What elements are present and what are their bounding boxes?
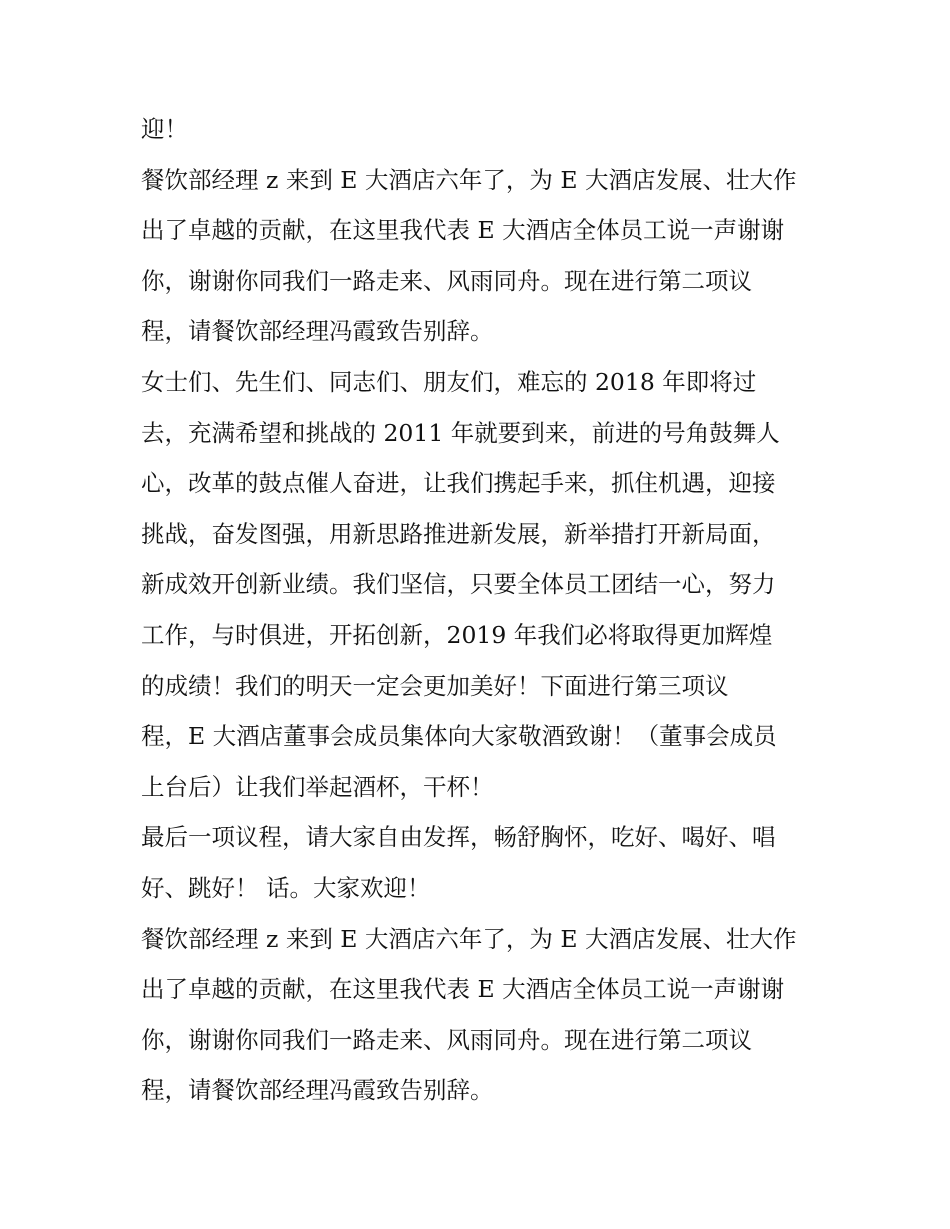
text-line: 餐饮部经理 z 来到 E 大酒店六年了，为 E 大酒店发展、壮大作 [141,165,797,194]
text-line: 上台后）让我们举起酒杯，干杯！ [141,772,494,801]
text-line: 你，谢谢你同我们一路走来、风雨同舟。现在进行第二项议 [141,1025,752,1054]
text-line: 程，请餐饮部经理冯霞致告别辞。 [141,317,494,346]
text-line: 好、跳好！ 话。大家欢迎！ [141,873,431,902]
text-line: 出了卓越的贡献，在这里我代表 E 大酒店全体员工说一声谢谢 [141,975,785,1004]
text-line: 挑战，奋发图强，用新思路推进新发展，新举措打开新局面， [141,519,776,548]
text-line: 迎！ [141,115,188,143]
text-line: 工作，与时俱进，开拓创新，2019 年我们必将取得更加辉煌 [141,620,773,649]
text-line: 最后一项议程，请大家自由发挥，畅舒胸怀，吃好、喝好、唱 [141,823,776,852]
text-line: 程，请餐饮部经理冯霞致告别辞。 [141,1076,494,1105]
text-line: 出了卓越的贡献，在这里我代表 E 大酒店全体员工说一声谢谢 [141,216,785,245]
text-line: 女士们、先生们、同志们、朋友们，难忘的 2018 年即将过 [141,367,757,396]
text-line: 餐饮部经理 z 来到 E 大酒店六年了，为 E 大酒店发展、壮大作 [141,924,797,953]
text-line: 的成绩！我们的明天一定会更加美好！下面进行第三项议 [141,671,729,700]
text-line: 新成效开创新业绩。我们坚信，只要全体员工团结一心，努力 [141,570,776,599]
text-line: 心，改革的鼓点催人奋进，让我们携起手来，抓住机遇，迎接 [141,469,776,498]
text-line: 程，E 大酒店董事会成员集体向大家敬酒致谢！（董事会成员 [141,722,777,751]
document-body [141,104,821,1116]
text-line: 去，充满希望和挑战的 2011 年就要到来，前进的号角鼓舞人 [141,418,780,447]
text-line: 你，谢谢你同我们一路走来、风雨同舟。现在进行第二项议 [141,266,752,295]
